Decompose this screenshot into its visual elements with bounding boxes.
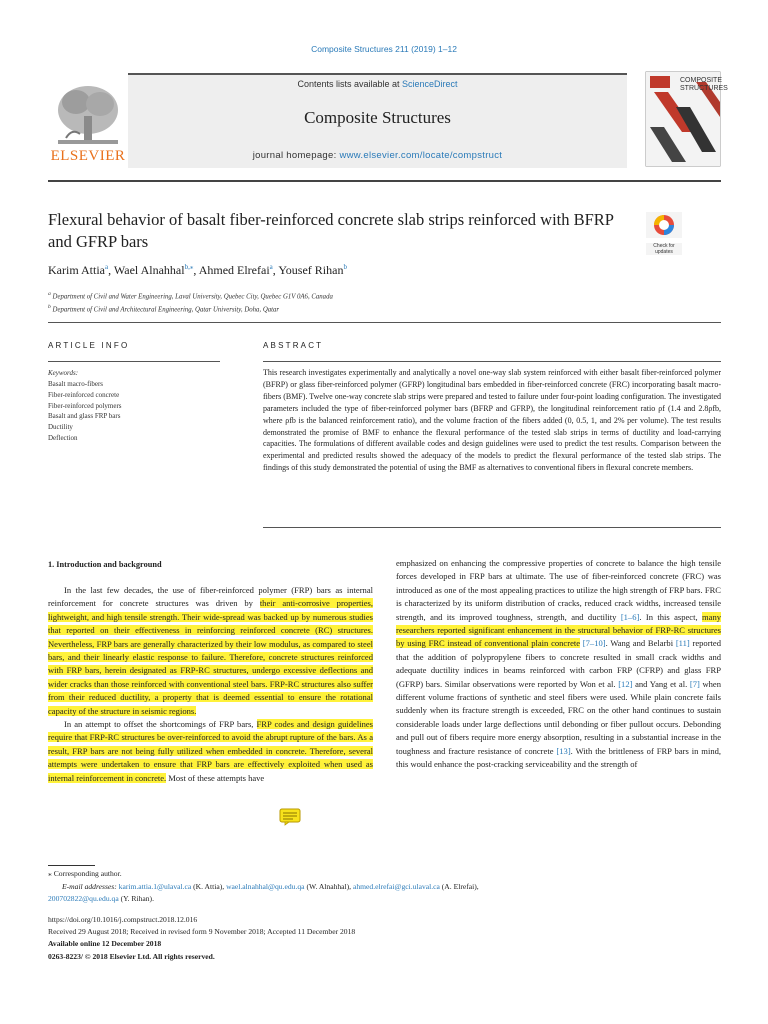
body-text: In the last few decades, the use of fiber-reinforced polymer (FRP) bars as internal reinforcement for concrete structures was driven by	[48, 585, 373, 609]
annotation-note-icon[interactable]	[279, 808, 301, 826]
body-text: In an attempt to offset the shortcomings of FRP bars,	[64, 719, 257, 730]
affiliation-a	[48, 289, 333, 302]
affiliations	[48, 289, 333, 316]
highlighted-text[interactable]: FRP codes and design guidelines require that FRP-RC structures be over-reinforced to avoid the abrupt rupture of the bars. As a result, FRP bars are not being fully utilized when embedded in concrete. Therefore, several attempts were undertaken to ensure that FRP bars are effectively exploited when used as internal reinforcement in concrete.	[48, 719, 373, 783]
email-label: E-mail addresses:	[62, 882, 119, 891]
reference-link[interactable]: [1–6]	[620, 611, 640, 622]
paragraph	[48, 584, 373, 718]
contents-prefix: Contents lists available at	[297, 79, 403, 89]
reference-link[interactable]: [11]	[675, 638, 690, 649]
keyword: Fiber-reinforced concrete	[48, 390, 120, 399]
keywords-label: Keywords:	[48, 369, 79, 377]
author-name: Wael Alnahhal	[113, 263, 185, 277]
affiliation-b	[48, 302, 333, 315]
author-name: Ahmed Elrefai	[198, 263, 270, 277]
elsevier-wordmark: ELSEVIER	[50, 148, 126, 164]
paper-title: Flexural behavior of basalt fiber-reinforced concrete slab strips reinforced with BFRP and GFRP bars	[48, 210, 614, 251]
highlighted-text[interactable]: their anti-corrosive properties, lightweight, and high tensile strength. Their wide-spread was backed up by numerous studies that reported on their effectiveness in reinforcing reinforced concrete (RC) structures. Nevertheless, FRP bars are generally characterized by their low modulus, as compared to steel bars, and their linearly elastic response to failure. Therefore, concrete structures reinforced with FRP bars, herein designated as FRP-RC structures, undergo excessive deflections and wider cracks than those reinforced with conventional steel bars. FRP-RC structures also suffer from their reduced ductility, a property that is deemed essential to ensure the rotational capacity of the structure in seismic regions.	[48, 598, 373, 716]
email-owner: (W. Alnahhal),	[304, 882, 353, 891]
body-right-column	[396, 557, 721, 772]
body-text: when different volume fractions of synthetic and steel fibers were used. While plain concrete fails suddenly when its fracture strength is exceeded, FRC on the other hand continues to sustain considerable loads under large deflections until debonding or fiber pullout occurs. Debonding and pull out of fibers require more energy absorption, resulting in a substantial increase in the toughness and fracture resistance of concrete	[396, 678, 721, 756]
author-affiliation-marker[interactable]: b	[343, 263, 347, 271]
abstract-rule	[263, 361, 721, 362]
keyword: Deflection	[48, 433, 78, 442]
body-text: reported that the addition of polypropylene fibers to concrete resulted in small crack widths and adequate ductility indices in beams reinforced with carbon FRP (CFRP) and glass FRP (GFRP) bars. Similar observations were reported by Won et al.	[396, 638, 721, 689]
keyword: Basalt and glass FRP bars	[48, 412, 121, 421]
keywords-list	[48, 379, 122, 444]
paragraph	[48, 718, 373, 785]
article-info-heading: ARTICLE INFO	[48, 341, 130, 350]
body-text: Most of these attempts have	[166, 772, 265, 783]
affiliation-marker: b	[48, 304, 51, 311]
keyword: Ductility	[48, 423, 73, 432]
crossmark-label-1: Check for	[653, 243, 675, 249]
author-affiliation-marker[interactable]: a	[269, 263, 273, 271]
affiliation-marker: a	[48, 291, 51, 297]
paragraph	[396, 557, 721, 772]
reference-link[interactable]: [13]	[556, 745, 571, 756]
homepage-link[interactable]: www.elsevier.com/locate/compstruct	[339, 150, 503, 161]
journal-title: Composite Structures	[304, 108, 451, 127]
author-affiliation-marker[interactable]: a	[105, 263, 109, 271]
email-owner: (K. Attia),	[191, 882, 227, 891]
body-text: and Yang et al.	[632, 678, 690, 689]
reference-link[interactable]: [12]	[618, 678, 633, 689]
keyword: Basalt macro-fibers	[48, 380, 104, 388]
abstract-divider	[263, 527, 721, 528]
email-addresses	[62, 881, 722, 892]
check-for-updates-badge[interactable]	[646, 212, 682, 255]
journal-homepage-line	[128, 150, 627, 161]
crossmark-label-2: updates	[655, 249, 673, 255]
journal-citation[interactable]: Composite Structures 211 (2019) 1–12	[311, 44, 457, 54]
cover-title-line1: COMPOSITE	[680, 77, 723, 84]
available-online-date: Available online 12 December 2018	[48, 939, 162, 948]
homepage-prefix: journal homepage:	[252, 150, 340, 161]
sciencedirect-link[interactable]: ScienceDirect	[402, 79, 458, 89]
reference-link[interactable]: [7–10]	[582, 638, 606, 649]
body-text: . With the brittleness of FRP bars in mind, this would enhance the post-cracking serviceability and the strength of	[396, 745, 722, 770]
highlighted-text[interactable]: many researchers reported significant enhancement in the structural behavior of FRP-RC structures by using FRC instead of conventional plain concrete	[396, 611, 721, 649]
email-owner: (A. Elrefai),	[439, 882, 479, 891]
contents-available-line	[128, 79, 627, 89]
abstract-heading: ABSTRACT	[263, 341, 324, 350]
email-link[interactable]: wael.alnahhal@qu.edu.qa	[226, 882, 305, 891]
body-text: emphasized on enhancing the compressive properties of concrete to balance the high tensile forces developed in FRP bars at ultimate. The use of fiber-reinforced concrete (FRC) was introduced as one of the most appealing practices to utilize the high strength of FRP bars. FRC is characterized by its uniform distribution of cracks, reduced crack widths, increased tensile strength, and its improved toughness, strength, and ductility	[396, 558, 721, 622]
author-affiliation-marker[interactable]: b,⁎	[184, 263, 194, 271]
body-left-column	[48, 584, 373, 785]
email-link[interactable]: ahmed.elrefai@gci.ulaval.ca	[352, 882, 440, 891]
body-text: . In this aspect,	[639, 611, 702, 622]
article-info-rule	[48, 361, 220, 362]
section-heading: 1. Introduction and background	[48, 560, 162, 569]
keyword: Fiber-reinforced polymers	[48, 401, 122, 410]
footnote-rule	[48, 865, 95, 866]
email-addresses-cont	[48, 893, 154, 904]
cover-title-line2: STRUCTURES	[680, 85, 728, 92]
email-link[interactable]: karim.attia.1@ulaval.ca	[118, 882, 192, 891]
abstract-text: This research investigates experimentally and analytically a novel one-way slab system reinforced with either basalt fiber-reinforced polymer (BFRP) or glass fiber-reinforced polymer (GFRP) longitudinal bars embedded in fiber-reinforced concrete (FRC) incorporating basalt macro-fibers (BMF). Twelve one-way concrete slab strips were prepared and tested to failure under four-point loading configuration. The investigated parameters included the type of fiber-reinforced polymer bars (BFRP and GFRP), the longitudinal reinforcement ratio ρf (1.4 and 2.8ρfb, where ρfb is the balanced reinforcement ratio), and the volume fraction of the fibers added (0, 0.5, 1, and 2% per volume). The test results demonstrated the promise of BMF to enhance the flexural performance of the tested slab strips in terms of ductility and load-carrying capacities. The formulations of different available codes and design guidelines were used to predict the test results. Comparison between the experimental and predicted results showed the adequacy of the models to predict the flexural performance of the tested slab strips. The findings of this study demonstrated the potential of using the BMF as alternatives to conventional fibers in flexural concrete members.	[263, 368, 721, 473]
author-list: Karim Attia$^a$, Wael Alnahhal$^{b,⁎}$, Ahmed Elrefai$^a$, Yousef Rihan$^b$	[48, 263, 347, 277]
doi-link[interactable]: https://doi.org/10.1016/j.compstruct.2018.12.016	[48, 915, 198, 924]
copyright-notice: 0263-8223/ © 2018 Elsevier Ltd. All rights reserved.	[48, 952, 215, 961]
affiliation-text: Department of Civil and Water Engineering, Laval University, Quebec City, Quebec G1V 0A6, Canada	[52, 293, 333, 301]
received-dates: Received 29 August 2018; Received in revised form 9 November 2018; Accepted 11 December 2018	[48, 927, 356, 936]
reference-link[interactable]: [7]	[689, 678, 700, 689]
email-owner: (Y. Rihan).	[118, 894, 154, 903]
header-divider	[48, 180, 721, 182]
journal-cover-thumbnail[interactable]	[646, 72, 728, 166]
body-text: . Wang and Belarbi	[605, 638, 676, 649]
email-link[interactable]: 200702822@qu.edu.qa	[48, 894, 119, 903]
author-name: Karim Attia	[48, 263, 105, 277]
corresponding-author-note: ⁎ Corresponding author.	[48, 869, 122, 878]
crossmark-icon	[646, 212, 682, 238]
affiliation-divider	[48, 322, 721, 323]
author-name: Yousef Rihan	[278, 263, 344, 277]
affiliation-text: Department of Civil and Architectural Engineering, Qatar University, Doha, Qatar	[52, 306, 280, 314]
